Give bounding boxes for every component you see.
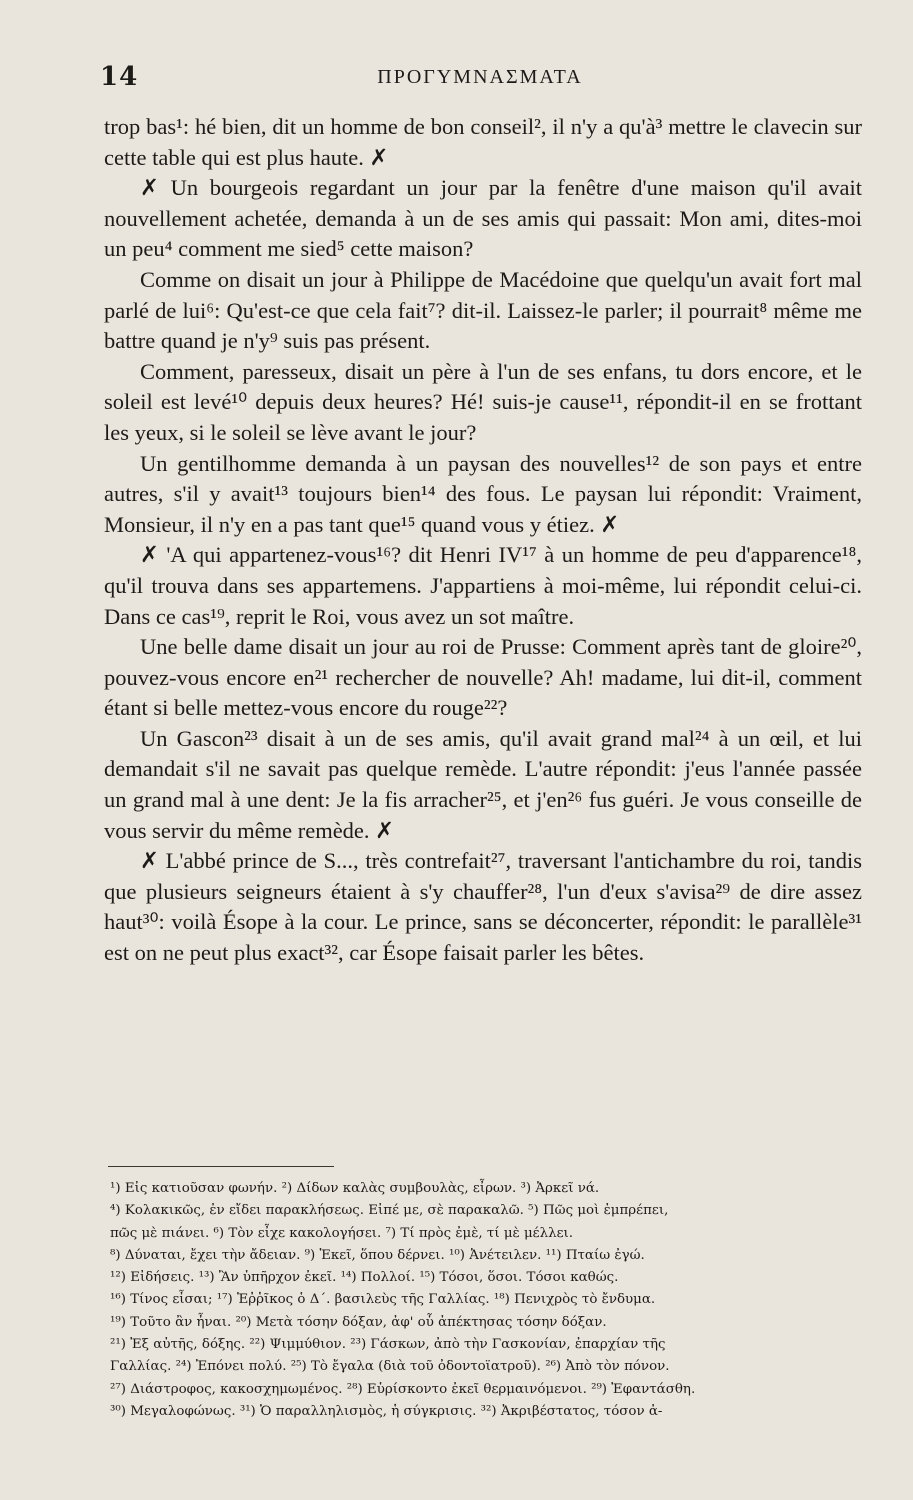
page-number: 14 (100, 62, 139, 92)
footnote-line: ²⁷) Διάστροφος, κακοσχημωμένος. ²⁸) Εὑρίσκοντο ἐκεῖ θερμαινόμενοι. ²⁹) Ἐφαντάσθη. (110, 1381, 696, 1397)
paragraph: ✗ Un bourgeois regardant un jour par la fenêtre d'une maison qu'il avait nouvellement achetée, demanda à un de ses amis qui passait: Mon ami, dites-moi un peu⁴ comment me sied⁵ cette maison? (104, 175, 862, 262)
footnote-line: πῶς μὲ πιάνει. ⁶) Τὸν εἶχε κακολογήσει. ⁷) Τί πρὸς ἐμὲ, τί μὲ μέλλει. (110, 1225, 574, 1241)
paragraph: ✗ L'abbé prince de S..., très contrefait²⁷, traversant l'antichambre du roi, tandis que plusieurs seigneurs étaient à s'y chauffer²⁸, l'un d'eux s'avisa²⁹ de dire assez haut³⁰: voilà Ésope à la cour. Le prince, sans se déconcerter, répondit: le parallèle³¹ est on ne peut plus exact³², car Ésope faisait parler les bêtes. (104, 848, 862, 966)
footnote-line: ³⁰) Μεγαλοφώνως. ³¹) Ὁ παραλληλισμὸς, ἡ σύγκρισις. ³²) Ἀκριβέστατος, τόσον ἀ- (110, 1403, 663, 1419)
footnote-line: ²¹) Ἐξ αὐτῆς, δόξης. ²²) Ψιμμύθιον. ²³) Γάσκων, ἀπὸ τὴν Γασκονίαν, ἐπαρχίαν τῆς (110, 1337, 666, 1353)
footnote-line: ⁸) Δύναται, ἔχει τὴν ἄδειαν. ⁹) Ἐκεῖ, ὅπου δέρνει. ¹⁰) Ἀνέτειλεν. ¹¹) Πταίω ἐγώ. (110, 1247, 645, 1263)
paragraph: Comme on disait un jour à Philippe de Macédoine que quelqu'un avait fort mal parlé de lui⁶: Qu'est-ce que cela fait⁷? dit-il. Laissez-le parler; il pourrait⁸ même me battre quand je n'y⁹ suis pas présent. (104, 266, 862, 354)
footnote-line: ⁴) Κολακικῶς, ἐν εἴδει παρακλήσεως. Εἰπέ με, σὲ παρακαλῶ. ⁵) Πῶς μοὶ ἐμπρέπει, (110, 1203, 669, 1219)
paragraph: Comment, paresseux, disait un père à l'un de ses enfans, tu dors encore, et le soleil est levé¹⁰ depuis deux heures? Hé! suis-je cause¹¹, répondit-il en se frottant les yeux, si le soleil se lève avant le jour? (104, 358, 862, 445)
footnote-line: ¹⁹) Τοῦτο ἂν ἦναι. ²⁰) Μετὰ τόσην δόξαν, ἀφ' οὗ ἀπέκτησας τόσην δόξαν. (110, 1314, 607, 1330)
running-title: ΠΡΟΓΥΜΝΑΣΜΑΤΑ (377, 66, 583, 88)
page-header (100, 62, 860, 102)
footnote-line: ¹²) Εἰδήσεις. ¹³) Ἂν ὑπῆρχον ἐκεῖ. ¹⁴) Πολλοί. ¹⁵) Τόσοι, ὅσοι. Τόσοι καθώς. (110, 1270, 619, 1286)
paragraph: Une belle dame disait un jour au roi de Prusse: Comment après tant de gloire²⁰, pouvez-vous encore en²¹ rechercher de nouvelle? Ah! madame, lui dit-il, comment étant si belle mettez-vous encore du rouge²²? (104, 634, 862, 721)
footnote-line: ¹) Εἰς κατιοῦσαν φωνήν. ²) Δίδων καλὰς συμβουλὰς, εἶρων. ³) Ἀρκεῖ νά. (110, 1181, 600, 1196)
footnotes (110, 1178, 862, 1423)
footnote-line: ¹⁶) Τίνος εἶσαι; ¹⁷) Ἑῤῥῖκος ὁ Δ΄. βασιλεὺς τῆς Γαλλίας. ¹⁸) Πενιχρὸς τὸ ἔνδυμα. (110, 1292, 656, 1308)
paragraph: ✗ 'A qui appartenez-vous¹⁶? dit Henri IV¹⁷ à un homme de peu d'apparence¹⁸, qu'il trouva dans ses appartemens. J'appartiens à moi-même, lui répondit celui-ci. Dans ce cas¹⁹, reprit le Roi, vous avez un sot maître. (104, 542, 862, 629)
body-text (104, 112, 862, 969)
paragraph: Un Gascon²³ disait à un de ses amis, qu'il avait grand mal²⁴ à un œil, et lui demandait s'il ne savait pas quelque remède. L'autre répondit: j'eus l'année passée un grand mal à une dent: Je la fis arracher²⁵, et j'en²⁶ fus guéri. Je vous conseille de vous servir du même remède. ✗ (104, 725, 862, 843)
footnote-line: Γαλλίας. ²⁴) Ἐπόνει πολύ. ²⁵) Τὸ ἔγαλα (διὰ τοῦ ὀδοντοϊατροῦ). ²⁶) Ἀπὸ τὸν πόνον. (110, 1359, 670, 1375)
footnote-rule (108, 1166, 334, 1167)
paragraph: Un gentilhomme demanda à un paysan des nouvelles¹² de son pays et entre autres, s'il y avait¹³ toujours bien¹⁴ des fous. Le paysan lui répondit: Vraiment, Monsieur, il n'y en a pas tant que¹⁵ quand vous y étiez. ✗ (104, 450, 862, 537)
paragraph: trop bas¹: hé bien, dit un homme de bon conseil², il n'y a qu'à³ mettre le clavecin sur cette table qui est plus haute. ✗ (104, 114, 862, 170)
